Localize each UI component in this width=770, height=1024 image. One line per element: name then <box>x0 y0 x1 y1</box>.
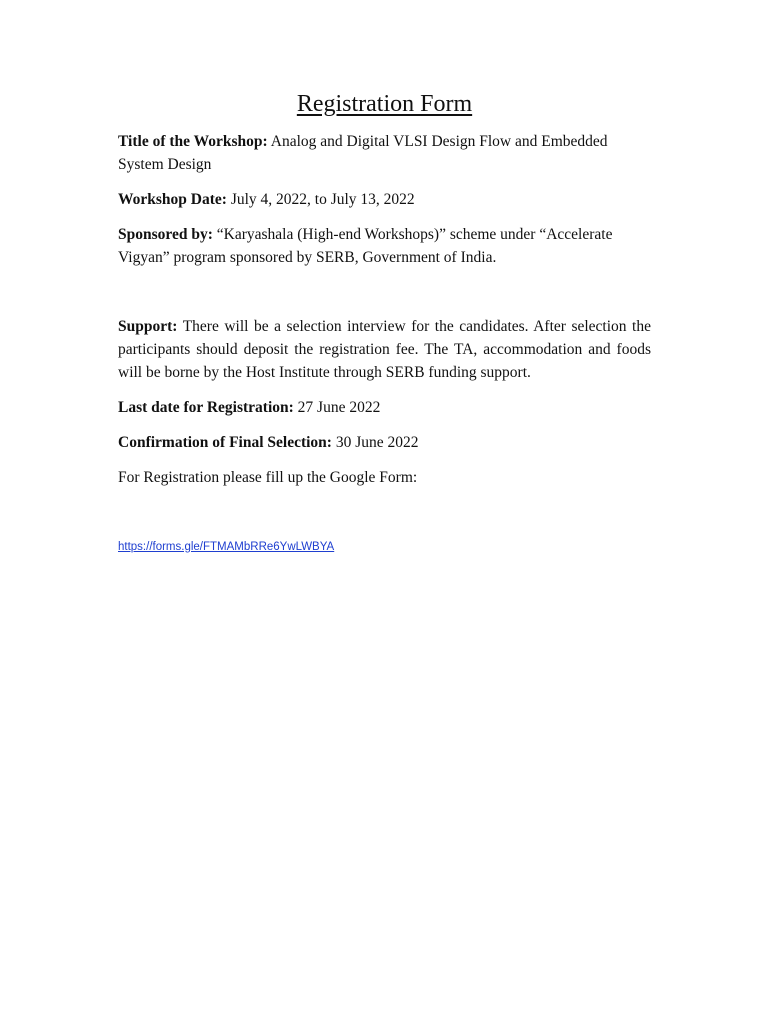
spacer <box>118 501 651 537</box>
sponsored-by-label: Sponsored by: <box>118 226 213 243</box>
workshop-title-paragraph <box>118 130 651 176</box>
page-title: Registration Form <box>296 91 473 117</box>
confirmation-label: Confirmation of Final Selection: <box>118 434 332 451</box>
sponsored-by-paragraph <box>118 223 651 269</box>
workshop-title-label: Title of the Workshop: <box>118 133 268 150</box>
workshop-date-paragraph <box>118 188 651 211</box>
workshop-title-value: Analog and Digital VLSI Design Flow and Embedded System Design <box>118 133 608 173</box>
confirmation-paragraph <box>118 431 651 454</box>
registration-note: For Registration please fill up the Google Form: <box>118 469 418 486</box>
last-date-label: Last date for Registration: <box>118 399 294 416</box>
confirmation-value: 30 June 2022 <box>335 434 419 451</box>
support-label: Support: <box>118 318 178 335</box>
workshop-date-label: Workshop Date: <box>118 191 227 208</box>
sponsored-by-value: “Karyashala (High-end Workshops)” scheme under “Accelerate Vigyan” program sponsored by SERB, Government of India. <box>118 226 613 266</box>
support-value: There will be a selection interview for the candidates. After selection the participants should deposit the registration fee. The TA, accommodation and foods will be borne by the Host Institute through SERB funding support. <box>118 318 651 381</box>
last-date-value: 27 June 2022 <box>297 399 381 416</box>
google-form-link[interactable]: https://forms.gle/FTMAMbRRe6YwLWBYA <box>118 541 335 553</box>
workshop-date-value: July 4, 2022, to July 13, 2022 <box>230 191 415 208</box>
document-content <box>118 88 651 555</box>
spacer <box>118 281 651 315</box>
last-date-paragraph <box>118 396 651 419</box>
support-paragraph <box>118 315 651 384</box>
